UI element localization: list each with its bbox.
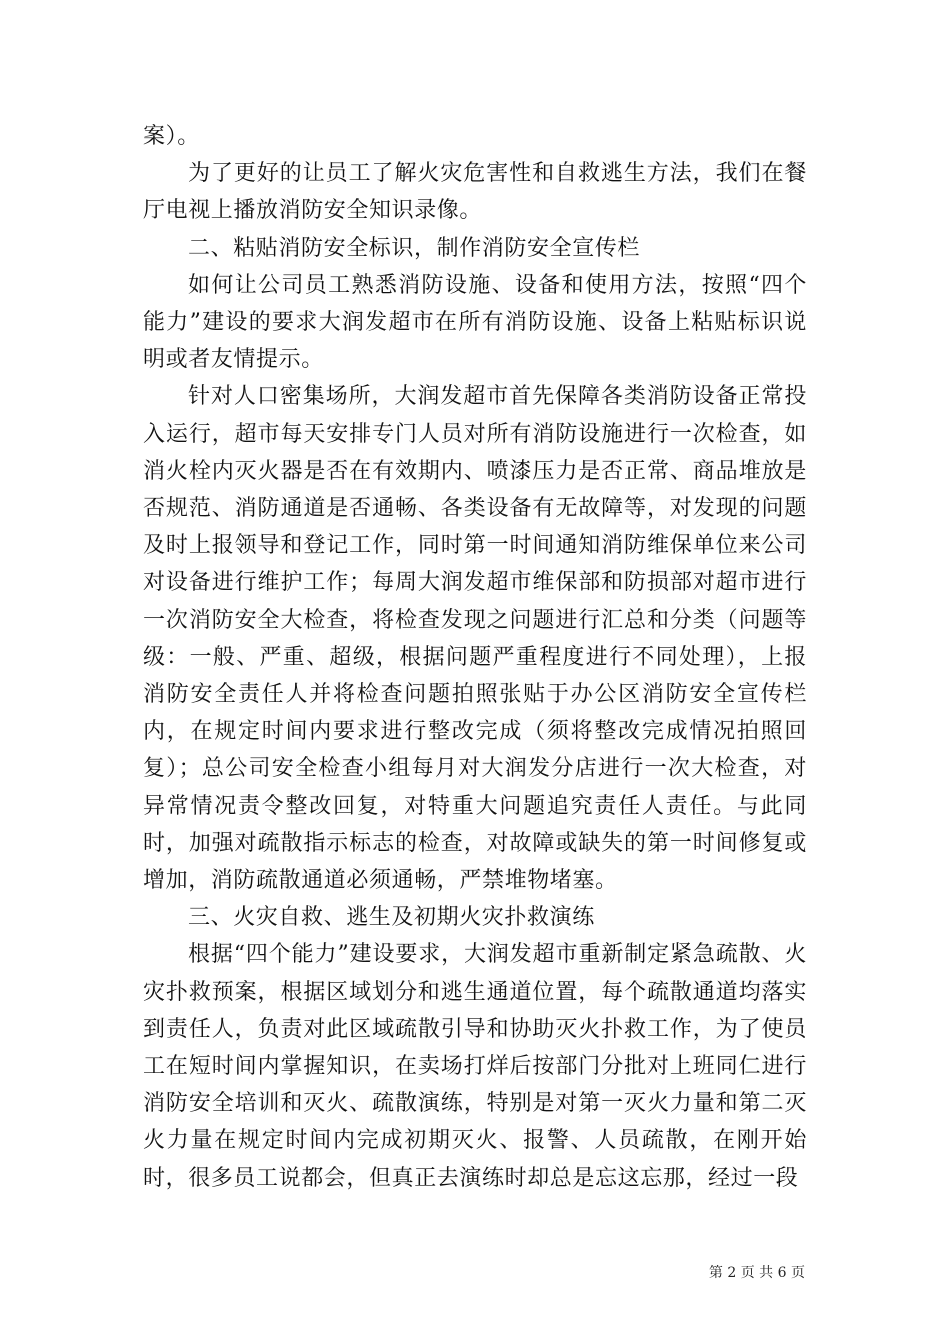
paragraph-1: 案）。: [143, 124, 200, 149]
document-body: [143, 118, 807, 1197]
page-number-footer: 第 2 页 共 6 页: [708, 1265, 805, 1281]
paragraph-5: 根据“四个能力”建设要求，大润发超市重新制定紧急疏散、火灾扑救预案，根据区域划分和逃生通道位置，每个疏散通道均落实到责任人，负责对此区域疏散引导和协助灭火扑救工作，为了使员工在短时间内掌握知识，在卖场打烊后按部门分批对上班同仁进行消防安全培训和灭火、疏散演练，特别是对第一灭火力量和第二灭火力量在规定时间内完成初期灭火、报警、人员疏散，在刚开始时，很多员工说都会，但真正去演练时却总是忘这忘那，经过一段: [143, 942, 807, 1191]
section-heading-3: 三、火灾自救、逃生及初期火灾扑救演练: [188, 905, 595, 931]
paragraph-4: 针对人口密集场所，大润发超市首先保障各类消防设备正常投入运行，超市每天安排专门人员对所有消防设施进行一次检查，如消火栓内灭火器是否在有效期内、喷漆压力是否正常、商品堆放是否规范、消防通道是否通畅、各类设备有无故障等，对发现的问题及时上报领导和登记工作，同时第一时间通知消防维保单位来公司对设备进行维护工作；每周大润发超市维保部和防损部对超市进行一次消防安全大检查，将检查发现之问题进行汇总和分类（问题等级：一般、严重、超级，根据问题严重程度进行不同处理），上报消防安全责任人并将检查问题拍照张贴于办公区消防安全宣传栏内，在规定时间内要求进行整改完成（须将整改完成情况拍照回复）；总公司安全检查小组每月对大润发分店进行一次大检查，对异常情况责令整改回复，对特重大问题追究责任人责任。与此同时，加强对疏散指示标志的检查，对故障或缺失的第一时间修复或增加，消防疏散通道必须通畅，严禁堆物堵塞。: [143, 384, 807, 894]
paragraph-2: 为了更好的让员工了解火灾危害性和自救逃生方法，我们在餐厅电视上播放消防安全知识录像。: [143, 161, 807, 224]
paragraph-3: 如何让公司员工熟悉消防设施、设备和使用方法，按照“四个能力”建设的要求大润发超市在所有消防设施、设备上粘贴标识说明或者友情提示。: [143, 272, 807, 373]
section-heading-2: 二、粘贴消防安全标识，制作消防安全宣传栏: [188, 235, 641, 261]
